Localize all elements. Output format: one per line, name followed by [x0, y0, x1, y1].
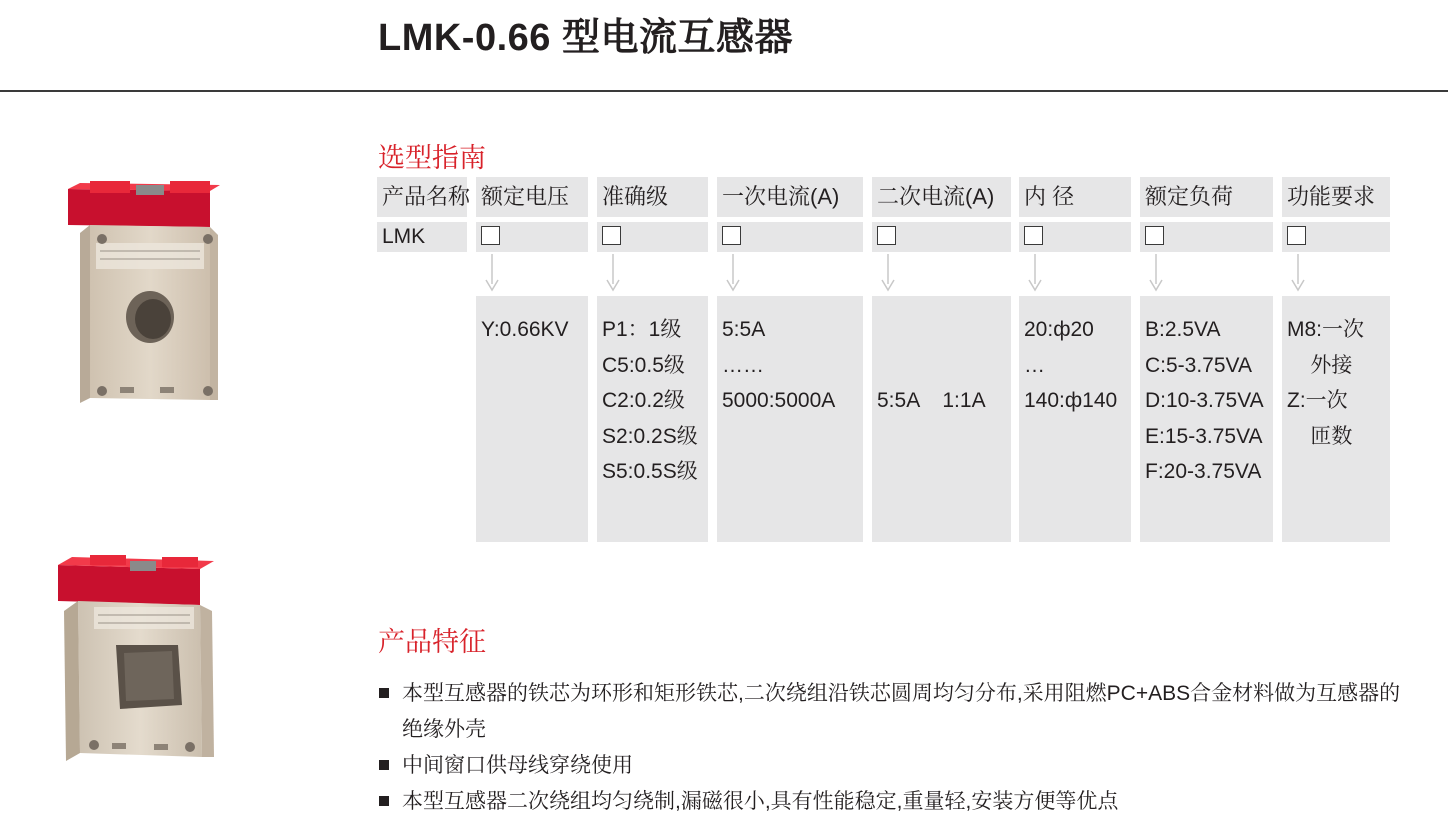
- option-item: Z:一次: [1287, 389, 1348, 412]
- product-image-round-window: [60, 155, 230, 410]
- feature-item: [378, 676, 1408, 748]
- options-primary-current: [717, 296, 863, 542]
- placeholder-box: [722, 226, 741, 245]
- down-arrow-icon: [1291, 252, 1305, 292]
- down-arrow-icon: [881, 252, 895, 292]
- header-rated-voltage: 额定电压: [476, 177, 588, 217]
- code-primary-current: [717, 222, 863, 252]
- option-item: 5:5A 1:1A: [877, 389, 986, 412]
- down-arrow-icon: [1149, 252, 1163, 292]
- code-rated-burden: [1140, 222, 1273, 252]
- header-accuracy-class: 准确级: [597, 177, 708, 217]
- product-image-square-window: [50, 535, 225, 765]
- header-function: 功能要求: [1282, 177, 1390, 217]
- features-list: [378, 676, 1408, 820]
- code-product-name: LMK: [377, 222, 467, 252]
- placeholder-box: [1024, 226, 1043, 245]
- option-item: M8:一次: [1287, 318, 1365, 341]
- option-item: 5000:5000A: [722, 389, 836, 412]
- option-item: S2:0.2S级: [602, 424, 698, 448]
- title-divider: [0, 90, 1448, 92]
- header-product-name: 产品名称: [377, 177, 467, 217]
- option-item: F:20-3.75VA: [1145, 460, 1262, 483]
- header-secondary-current: 二次电流(A): [872, 177, 1011, 217]
- option-item: Y:0.66KV: [481, 318, 569, 341]
- square-bullet-icon: [379, 796, 389, 806]
- current-transformer-square-window-icon: [50, 535, 225, 765]
- option-item: B:2.5VA: [1145, 318, 1221, 341]
- down-arrow-icon: [606, 252, 620, 292]
- down-arrow-icon: [726, 252, 740, 292]
- placeholder-box: [1145, 226, 1164, 245]
- option-item: D:10-3.75VA: [1145, 389, 1264, 412]
- option-item: 5:5A: [722, 318, 766, 341]
- square-bullet-icon: [379, 688, 389, 698]
- option-item: C2:0.2级: [602, 389, 685, 412]
- option-item: P1：1级: [602, 318, 682, 341]
- options-secondary-current: [872, 296, 1011, 542]
- square-bullet-icon: [379, 760, 389, 770]
- code-accuracy-class: [597, 222, 708, 252]
- placeholder-box: [481, 226, 500, 245]
- current-transformer-round-window-icon: [60, 155, 230, 410]
- options-rated-voltage: [476, 296, 588, 542]
- down-arrow-icon: [1028, 252, 1042, 292]
- placeholder-box: [1287, 226, 1306, 245]
- options-rated-burden: [1140, 296, 1273, 542]
- option-item: S5:0.5S级: [602, 460, 698, 483]
- feature-text: 本型互感器的铁芯为环形和矩形铁芯,二次绕组沿铁芯圆周均匀分布,采用阻燃PC+ABS合金材料做为互感器的绝缘外壳: [402, 682, 1401, 741]
- feature-text: 中间窗口供母线穿绕使用: [402, 754, 633, 777]
- option-item: 外接: [1287, 353, 1353, 377]
- header-rated-burden: 额定负荷: [1140, 177, 1273, 217]
- feature-text: 本型互感器二次绕组均匀绕制,漏磁很小,具有性能稳定,重量轻,安装方便等优点: [402, 790, 1119, 813]
- option-item: C:5-3.75VA: [1145, 353, 1252, 377]
- feature-item: [378, 748, 1408, 784]
- option-item: …: [1024, 353, 1045, 377]
- options-inner-diameter: [1019, 296, 1131, 542]
- code-function: [1282, 222, 1390, 252]
- placeholder-box: [602, 226, 621, 245]
- option-item: C5:0.5级: [602, 353, 685, 377]
- header-primary-current: 一次电流(A): [717, 177, 863, 217]
- code-secondary-current: [872, 222, 1011, 252]
- feature-item: [378, 784, 1408, 820]
- features-heading: 产品特征: [378, 627, 486, 657]
- option-item: ……: [722, 353, 764, 377]
- header-inner-diameter: 内 径: [1019, 177, 1131, 217]
- option-item: 20:ф20: [1024, 318, 1094, 341]
- down-arrow-icon: [485, 252, 499, 292]
- page-title: LMK-0.66 型电流互感器: [378, 17, 793, 59]
- options-accuracy-class: [597, 296, 708, 542]
- placeholder-box: [877, 226, 896, 245]
- option-item: E:15-3.75VA: [1145, 424, 1263, 448]
- option-item: 140:ф140: [1024, 389, 1118, 412]
- options-function: [1282, 296, 1390, 542]
- code-inner-diameter: [1019, 222, 1131, 252]
- selection-guide-heading: 选型指南: [378, 143, 486, 173]
- code-rated-voltage: [476, 222, 588, 252]
- option-item: 匝数: [1287, 424, 1353, 448]
